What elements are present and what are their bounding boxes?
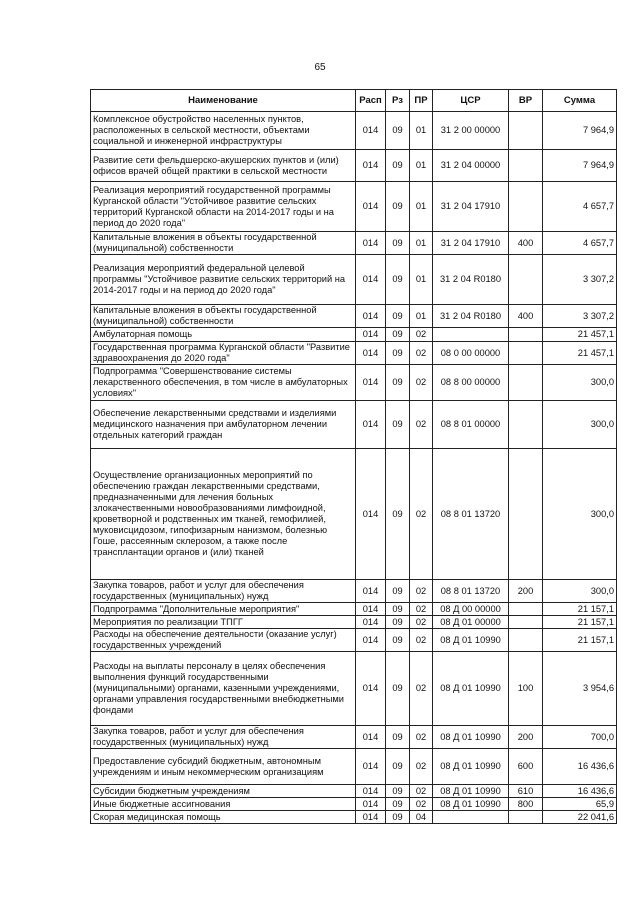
cell-name: Мероприятия по реализации ТПГГ: [91, 616, 356, 629]
cell-rasp: 014: [356, 255, 386, 305]
cell-rz: 09: [386, 798, 410, 811]
cell-sum: 4 657,7: [543, 182, 617, 232]
cell-pr: 02: [410, 365, 433, 401]
cell-rasp: 014: [356, 652, 386, 726]
cell-csr: 08 8 01 13720: [433, 449, 509, 580]
cell-csr: 08 8 01 00000: [433, 401, 509, 449]
cell-pr: 02: [410, 629, 433, 652]
cell-rz: 09: [386, 365, 410, 401]
cell-csr: 08 Д 01 10990: [433, 652, 509, 726]
cell-name: Иные бюджетные ассигнования: [91, 798, 356, 811]
cell-rasp: 014: [356, 798, 386, 811]
table-row: [91, 811, 617, 824]
cell-sum: 21 157,1: [543, 603, 617, 616]
cell-pr: 01: [410, 150, 433, 182]
cell-name: Осуществление организационных мероприятий по обеспечению граждан лекарственными средствами, предназначенными для лечения больных злокачественными новообразованиями лимфоидной, кроветворной и родственных им тканей, гемофилией, муковисцидозом, гипофизарным нанизмом, болезнью Гоше, рассеянным склерозом, а также после трансплантации органов и (или) тканей: [91, 449, 356, 580]
cell-rz: 09: [386, 232, 410, 255]
cell-rz: 09: [386, 401, 410, 449]
cell-vr: [509, 401, 543, 449]
table-row: [91, 112, 617, 150]
cell-pr: 02: [410, 652, 433, 726]
cell-pr: 02: [410, 603, 433, 616]
table-header-row: [91, 90, 617, 112]
cell-sum: 7 964,9: [543, 112, 617, 150]
cell-rz: 09: [386, 305, 410, 328]
cell-pr: 02: [410, 580, 433, 603]
cell-vr: 400: [509, 232, 543, 255]
cell-csr: 08 Д 01 10990: [433, 629, 509, 652]
cell-vr: [509, 603, 543, 616]
cell-rasp: 014: [356, 112, 386, 150]
cell-name: Подпрограмма "Дополнительные мероприятия": [91, 603, 356, 616]
cell-sum: 300,0: [543, 449, 617, 580]
cell-pr: 01: [410, 305, 433, 328]
cell-sum: 4 657,7: [543, 232, 617, 255]
table-row: [91, 449, 617, 580]
cell-pr: 04: [410, 811, 433, 824]
cell-rz: 09: [386, 811, 410, 824]
cell-vr: [509, 182, 543, 232]
cell-rasp: 014: [356, 328, 386, 342]
cell-name: Капитальные вложения в объекты государственной (муниципальной) собственности: [91, 232, 356, 255]
cell-rasp: 014: [356, 365, 386, 401]
cell-rz: 09: [386, 328, 410, 342]
cell-rasp: 014: [356, 785, 386, 798]
cell-vr: 200: [509, 726, 543, 749]
cell-vr: [509, 112, 543, 150]
budget-table: [90, 89, 617, 824]
cell-rasp: 014: [356, 150, 386, 182]
cell-csr: 31 2 00 00000: [433, 112, 509, 150]
table-row: [91, 150, 617, 182]
cell-pr: 02: [410, 785, 433, 798]
cell-vr: [509, 811, 543, 824]
cell-rz: 09: [386, 629, 410, 652]
cell-rz: 09: [386, 449, 410, 580]
cell-rasp: 014: [356, 726, 386, 749]
cell-sum: 300,0: [543, 365, 617, 401]
cell-vr: [509, 365, 543, 401]
cell-vr: 400: [509, 305, 543, 328]
cell-vr: [509, 616, 543, 629]
table-row: [91, 629, 617, 652]
cell-name: Субсидии бюджетным учреждениям: [91, 785, 356, 798]
cell-name: Скорая медицинская помощь: [91, 811, 356, 824]
cell-csr: 31 2 04 R0180: [433, 255, 509, 305]
table-row: [91, 401, 617, 449]
table-row: [91, 328, 617, 342]
cell-rasp: 014: [356, 749, 386, 785]
cell-sum: 22 041,6: [543, 811, 617, 824]
header-rasp: Расп: [356, 90, 386, 112]
cell-rasp: 014: [356, 629, 386, 652]
cell-sum: 21 457,1: [543, 328, 617, 342]
cell-pr: 02: [410, 342, 433, 365]
cell-vr: [509, 449, 543, 580]
cell-rz: 09: [386, 580, 410, 603]
cell-rasp: 014: [356, 449, 386, 580]
table-row: [91, 785, 617, 798]
cell-sum: 3 307,2: [543, 255, 617, 305]
cell-sum: 16 436,6: [543, 785, 617, 798]
cell-rz: 09: [386, 342, 410, 365]
cell-csr: 31 2 04 00000: [433, 150, 509, 182]
cell-rz: 09: [386, 112, 410, 150]
cell-pr: 02: [410, 328, 433, 342]
cell-vr: [509, 342, 543, 365]
cell-vr: [509, 328, 543, 342]
header-csr: ЦСР: [433, 90, 509, 112]
table-row: [91, 652, 617, 726]
cell-sum: 16 436,6: [543, 749, 617, 785]
cell-pr: 02: [410, 616, 433, 629]
cell-vr: 100: [509, 652, 543, 726]
cell-rz: 09: [386, 652, 410, 726]
header-pr: ПР: [410, 90, 433, 112]
cell-pr: 02: [410, 401, 433, 449]
cell-csr: 08 8 00 00000: [433, 365, 509, 401]
cell-vr: 200: [509, 580, 543, 603]
table-row: [91, 342, 617, 365]
cell-csr: 08 8 01 13720: [433, 580, 509, 603]
cell-pr: 01: [410, 182, 433, 232]
header-vr: ВР: [509, 90, 543, 112]
cell-pr: 02: [410, 749, 433, 785]
cell-name: Амбулаторная помощь: [91, 328, 356, 342]
table-row: [91, 305, 617, 328]
cell-sum: 65,9: [543, 798, 617, 811]
cell-name: Реализация мероприятий государственной программы Курганской области "Устойчивое развитие сельских территорий Курганской области на 2014-2017 годы и на период до 2020 года": [91, 182, 356, 232]
cell-csr: 08 0 00 00000: [433, 342, 509, 365]
cell-sum: 3 307,2: [543, 305, 617, 328]
cell-rz: 09: [386, 726, 410, 749]
cell-name: Капитальные вложения в объекты государственной (муниципальной) собственности: [91, 305, 356, 328]
cell-rz: 09: [386, 603, 410, 616]
cell-csr: 31 2 04 17910: [433, 182, 509, 232]
cell-rasp: 014: [356, 342, 386, 365]
cell-rz: 09: [386, 785, 410, 798]
table-row: [91, 798, 617, 811]
cell-rasp: 014: [356, 616, 386, 629]
cell-name: Комплексное обустройство населенных пунктов, расположенных в сельской местности, объектами социальной и инженерной инфраструктуры: [91, 112, 356, 150]
cell-sum: 21 157,1: [543, 629, 617, 652]
table-row: [91, 255, 617, 305]
cell-csr: 08 Д 00 00000: [433, 603, 509, 616]
cell-sum: 21 457,1: [543, 342, 617, 365]
cell-sum: 300,0: [543, 401, 617, 449]
cell-vr: 600: [509, 749, 543, 785]
cell-csr: 08 Д 01 10990: [433, 726, 509, 749]
cell-name: Предоставление субсидий бюджетным, автономным учреждениям и иным некоммерческим организациям: [91, 749, 356, 785]
cell-csr: [433, 328, 509, 342]
cell-name: Обеспечение лекарственными средствами и изделиями медицинского назначения при амбулаторном лечении отдельных категорий граждан: [91, 401, 356, 449]
table-row: [91, 603, 617, 616]
cell-rasp: 014: [356, 182, 386, 232]
header-sum: Сумма: [543, 90, 617, 112]
header-name: Наименование: [91, 90, 356, 112]
cell-csr: 08 Д 01 10990: [433, 798, 509, 811]
cell-rz: 09: [386, 182, 410, 232]
cell-rasp: 014: [356, 811, 386, 824]
table-row: [91, 580, 617, 603]
cell-name: Государственная программа Курганской области "Развитие здравоохранения до 2020 года": [91, 342, 356, 365]
cell-pr: 02: [410, 726, 433, 749]
cell-rz: 09: [386, 616, 410, 629]
cell-csr: 31 2 04 R0180: [433, 305, 509, 328]
cell-vr: 800: [509, 798, 543, 811]
page-number: 65: [314, 62, 326, 73]
cell-rasp: 014: [356, 305, 386, 328]
cell-name: Расходы на выплаты персоналу в целях обеспечения выполнения функций государственными (муниципальными) органами, казенными учреждениями, органами управления государственными внебюджетными фондами: [91, 652, 356, 726]
table-row: [91, 726, 617, 749]
cell-rasp: 014: [356, 232, 386, 255]
cell-csr: 08 Д 01 10990: [433, 749, 509, 785]
table-row: [91, 616, 617, 629]
table-row: [91, 365, 617, 401]
cell-pr: 01: [410, 232, 433, 255]
cell-sum: 3 954,6: [543, 652, 617, 726]
cell-vr: [509, 255, 543, 305]
cell-name: Подпрограмма "Совершенствование системы лекарственного обеспечения, в том числе в амбулаторных условиях": [91, 365, 356, 401]
cell-rz: 09: [386, 255, 410, 305]
cell-rasp: 014: [356, 401, 386, 449]
cell-name: Закупка товаров, работ и услуг для обеспечения государственных (муниципальных) нужд: [91, 580, 356, 603]
cell-name: Расходы на обеспечение деятельности (оказание услуг) государственных учреждений: [91, 629, 356, 652]
cell-pr: 01: [410, 255, 433, 305]
cell-vr: 610: [509, 785, 543, 798]
table-row: [91, 749, 617, 785]
cell-pr: 01: [410, 112, 433, 150]
table-row: [91, 182, 617, 232]
cell-name: Реализация мероприятий федеральной целевой программы "Устойчивое развитие сельских территорий на 2014-2017 годы и на период до 2020 года": [91, 255, 356, 305]
cell-pr: 02: [410, 798, 433, 811]
cell-csr: 08 Д 01 00000: [433, 616, 509, 629]
cell-rasp: 014: [356, 603, 386, 616]
cell-sum: 7 964,9: [543, 150, 617, 182]
cell-sum: 21 157,1: [543, 616, 617, 629]
cell-vr: [509, 150, 543, 182]
cell-rasp: 014: [356, 580, 386, 603]
cell-rz: 09: [386, 150, 410, 182]
cell-sum: 700,0: [543, 726, 617, 749]
header-rz: Рз: [386, 90, 410, 112]
cell-name: Закупка товаров, работ и услуг для обеспечения государственных (муниципальных) нужд: [91, 726, 356, 749]
table-row: [91, 232, 617, 255]
cell-name: Развитие сети фельдшерско-акушерских пунктов и (или) офисов врачей общей практики в сельской местности: [91, 150, 356, 182]
cell-rz: 09: [386, 749, 410, 785]
cell-sum: 300,0: [543, 580, 617, 603]
cell-vr: [509, 629, 543, 652]
cell-csr: 08 Д 01 10990: [433, 785, 509, 798]
cell-csr: 31 2 04 17910: [433, 232, 509, 255]
cell-pr: 02: [410, 449, 433, 580]
cell-csr: [433, 811, 509, 824]
